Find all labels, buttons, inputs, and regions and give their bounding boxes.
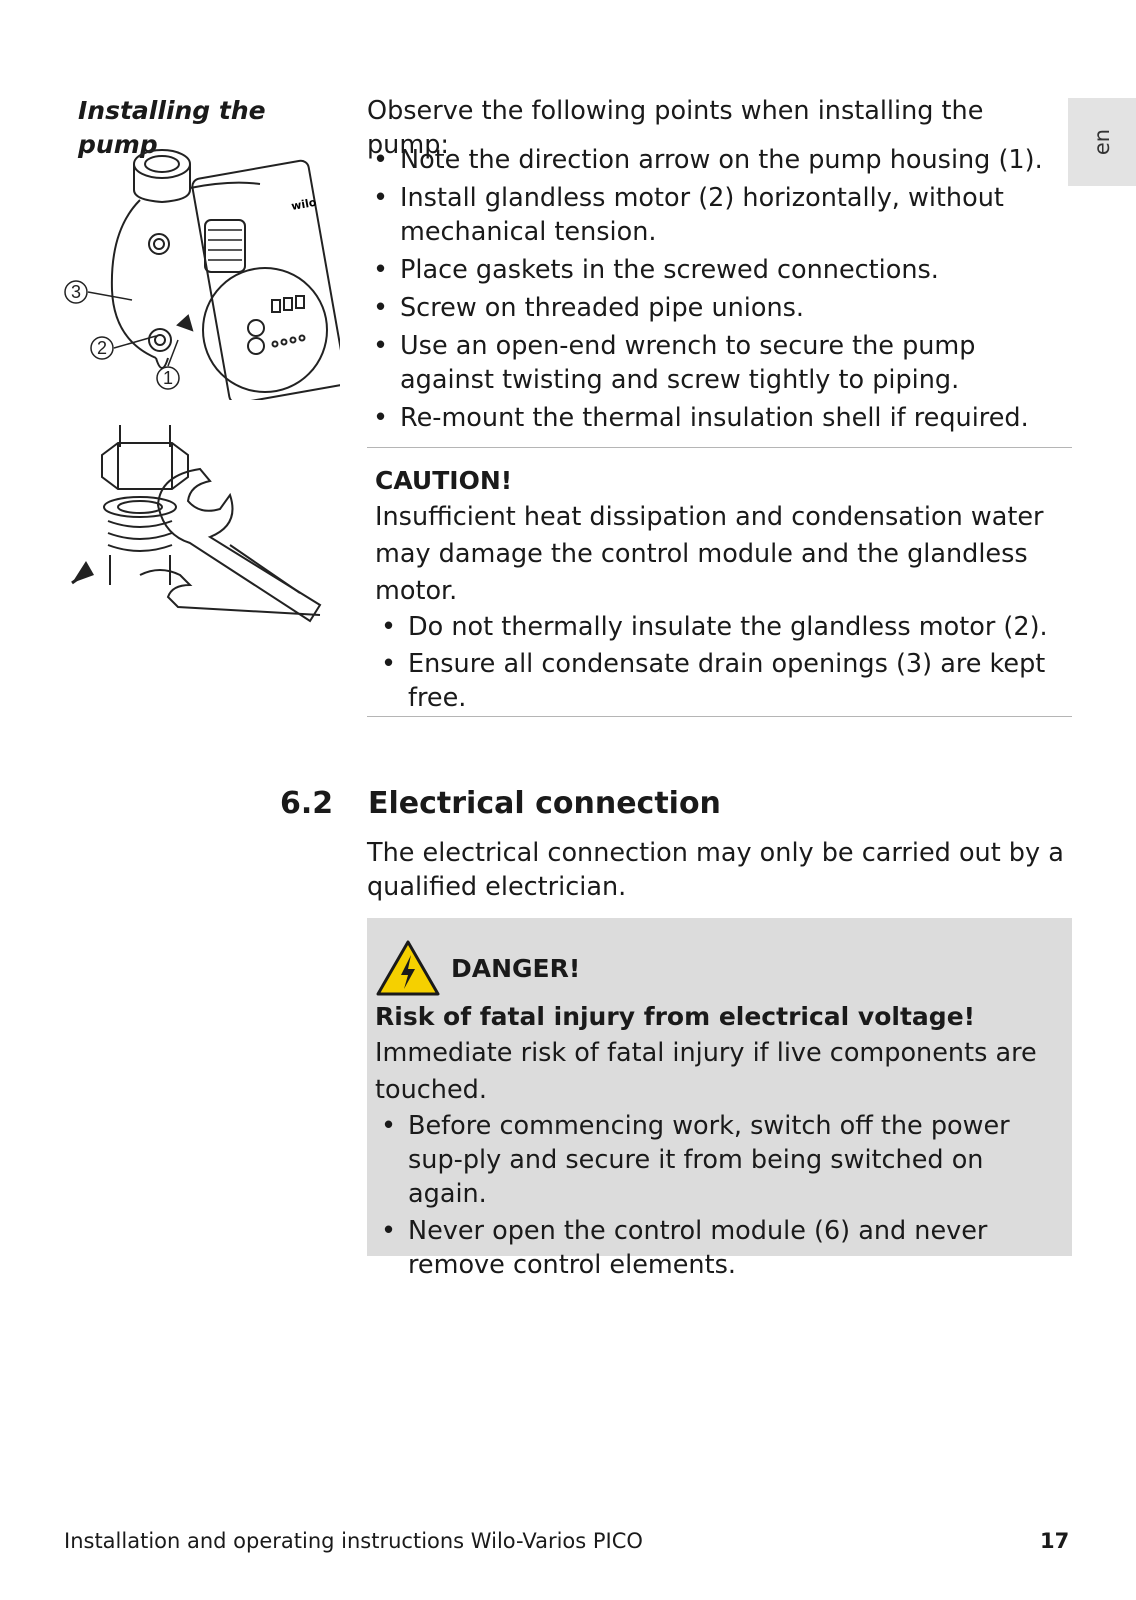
side-heading: Installing the pump xyxy=(78,96,266,159)
pump-illustration xyxy=(60,140,340,400)
brand-mark: wilo xyxy=(290,195,318,213)
language-tab xyxy=(1068,98,1136,186)
list-item: • Re-mount the thermal insulation shell if required. xyxy=(367,401,1072,435)
list-item: • Before commencing work, switch off the power sup-ply and secure it from being switched on again. xyxy=(375,1109,1065,1211)
list-item: • Screw on threaded pipe unions. xyxy=(367,291,1072,325)
caution-text: Insufficient heat dissipation and condensation water may damage the control module and the glandless motor. xyxy=(375,502,1044,606)
list-item: • Use an open-end wrench to secure the pump against twisting and screw tightly to piping. xyxy=(367,329,1072,397)
danger-notice xyxy=(375,948,1065,1285)
section-number: 6.2 xyxy=(280,786,334,821)
section-title: Electrical connection xyxy=(368,786,721,821)
footer-doc-title: Installation and operating instructions Wilo-Varios PICO xyxy=(64,1529,643,1553)
high-voltage-warning-icon xyxy=(375,939,441,997)
caution-notice xyxy=(375,462,1065,718)
list-item: • Ensure all condensate drain openings (3) are kept free. xyxy=(375,647,1065,715)
list-item: • Never open the control module (6) and never remove control elements. xyxy=(375,1214,1065,1282)
install-steps-list xyxy=(367,143,1072,439)
page-number: 17 xyxy=(1040,1529,1070,1553)
caution-bottom-divider xyxy=(367,716,1072,717)
caution-heading: CAUTION! xyxy=(375,466,513,495)
caution-list xyxy=(375,610,1065,715)
danger-text: Immediate risk of fatal injury if live components are touched. xyxy=(375,1038,1037,1105)
language-tab-label: en xyxy=(1090,128,1114,156)
callout-2: 2 xyxy=(97,338,108,358)
caution-top-divider xyxy=(367,447,1072,448)
callout-3: 3 xyxy=(71,282,82,302)
intro-text: Observe the following points when installing the pump: xyxy=(367,96,984,160)
danger-heading: DANGER! xyxy=(451,953,581,983)
wrench-illustration xyxy=(60,425,340,625)
section-heading xyxy=(280,786,721,821)
list-item: • Install glandless motor (2) horizontally, without mechanical tension. xyxy=(367,181,1072,249)
list-item: • Do not thermally insulate the glandless motor (2). xyxy=(375,610,1065,644)
list-item: • Place gaskets in the screwed connections. xyxy=(367,253,1072,287)
list-item: • Note the direction arrow on the pump housing (1). xyxy=(367,143,1072,177)
section-text: The electrical connection may only be carried out by a qualified electrician. xyxy=(367,838,1064,902)
callout-1: 1 xyxy=(163,368,174,388)
danger-subheading: Risk of fatal injury from electrical voltage! xyxy=(375,1002,976,1031)
danger-list xyxy=(375,1109,1065,1282)
